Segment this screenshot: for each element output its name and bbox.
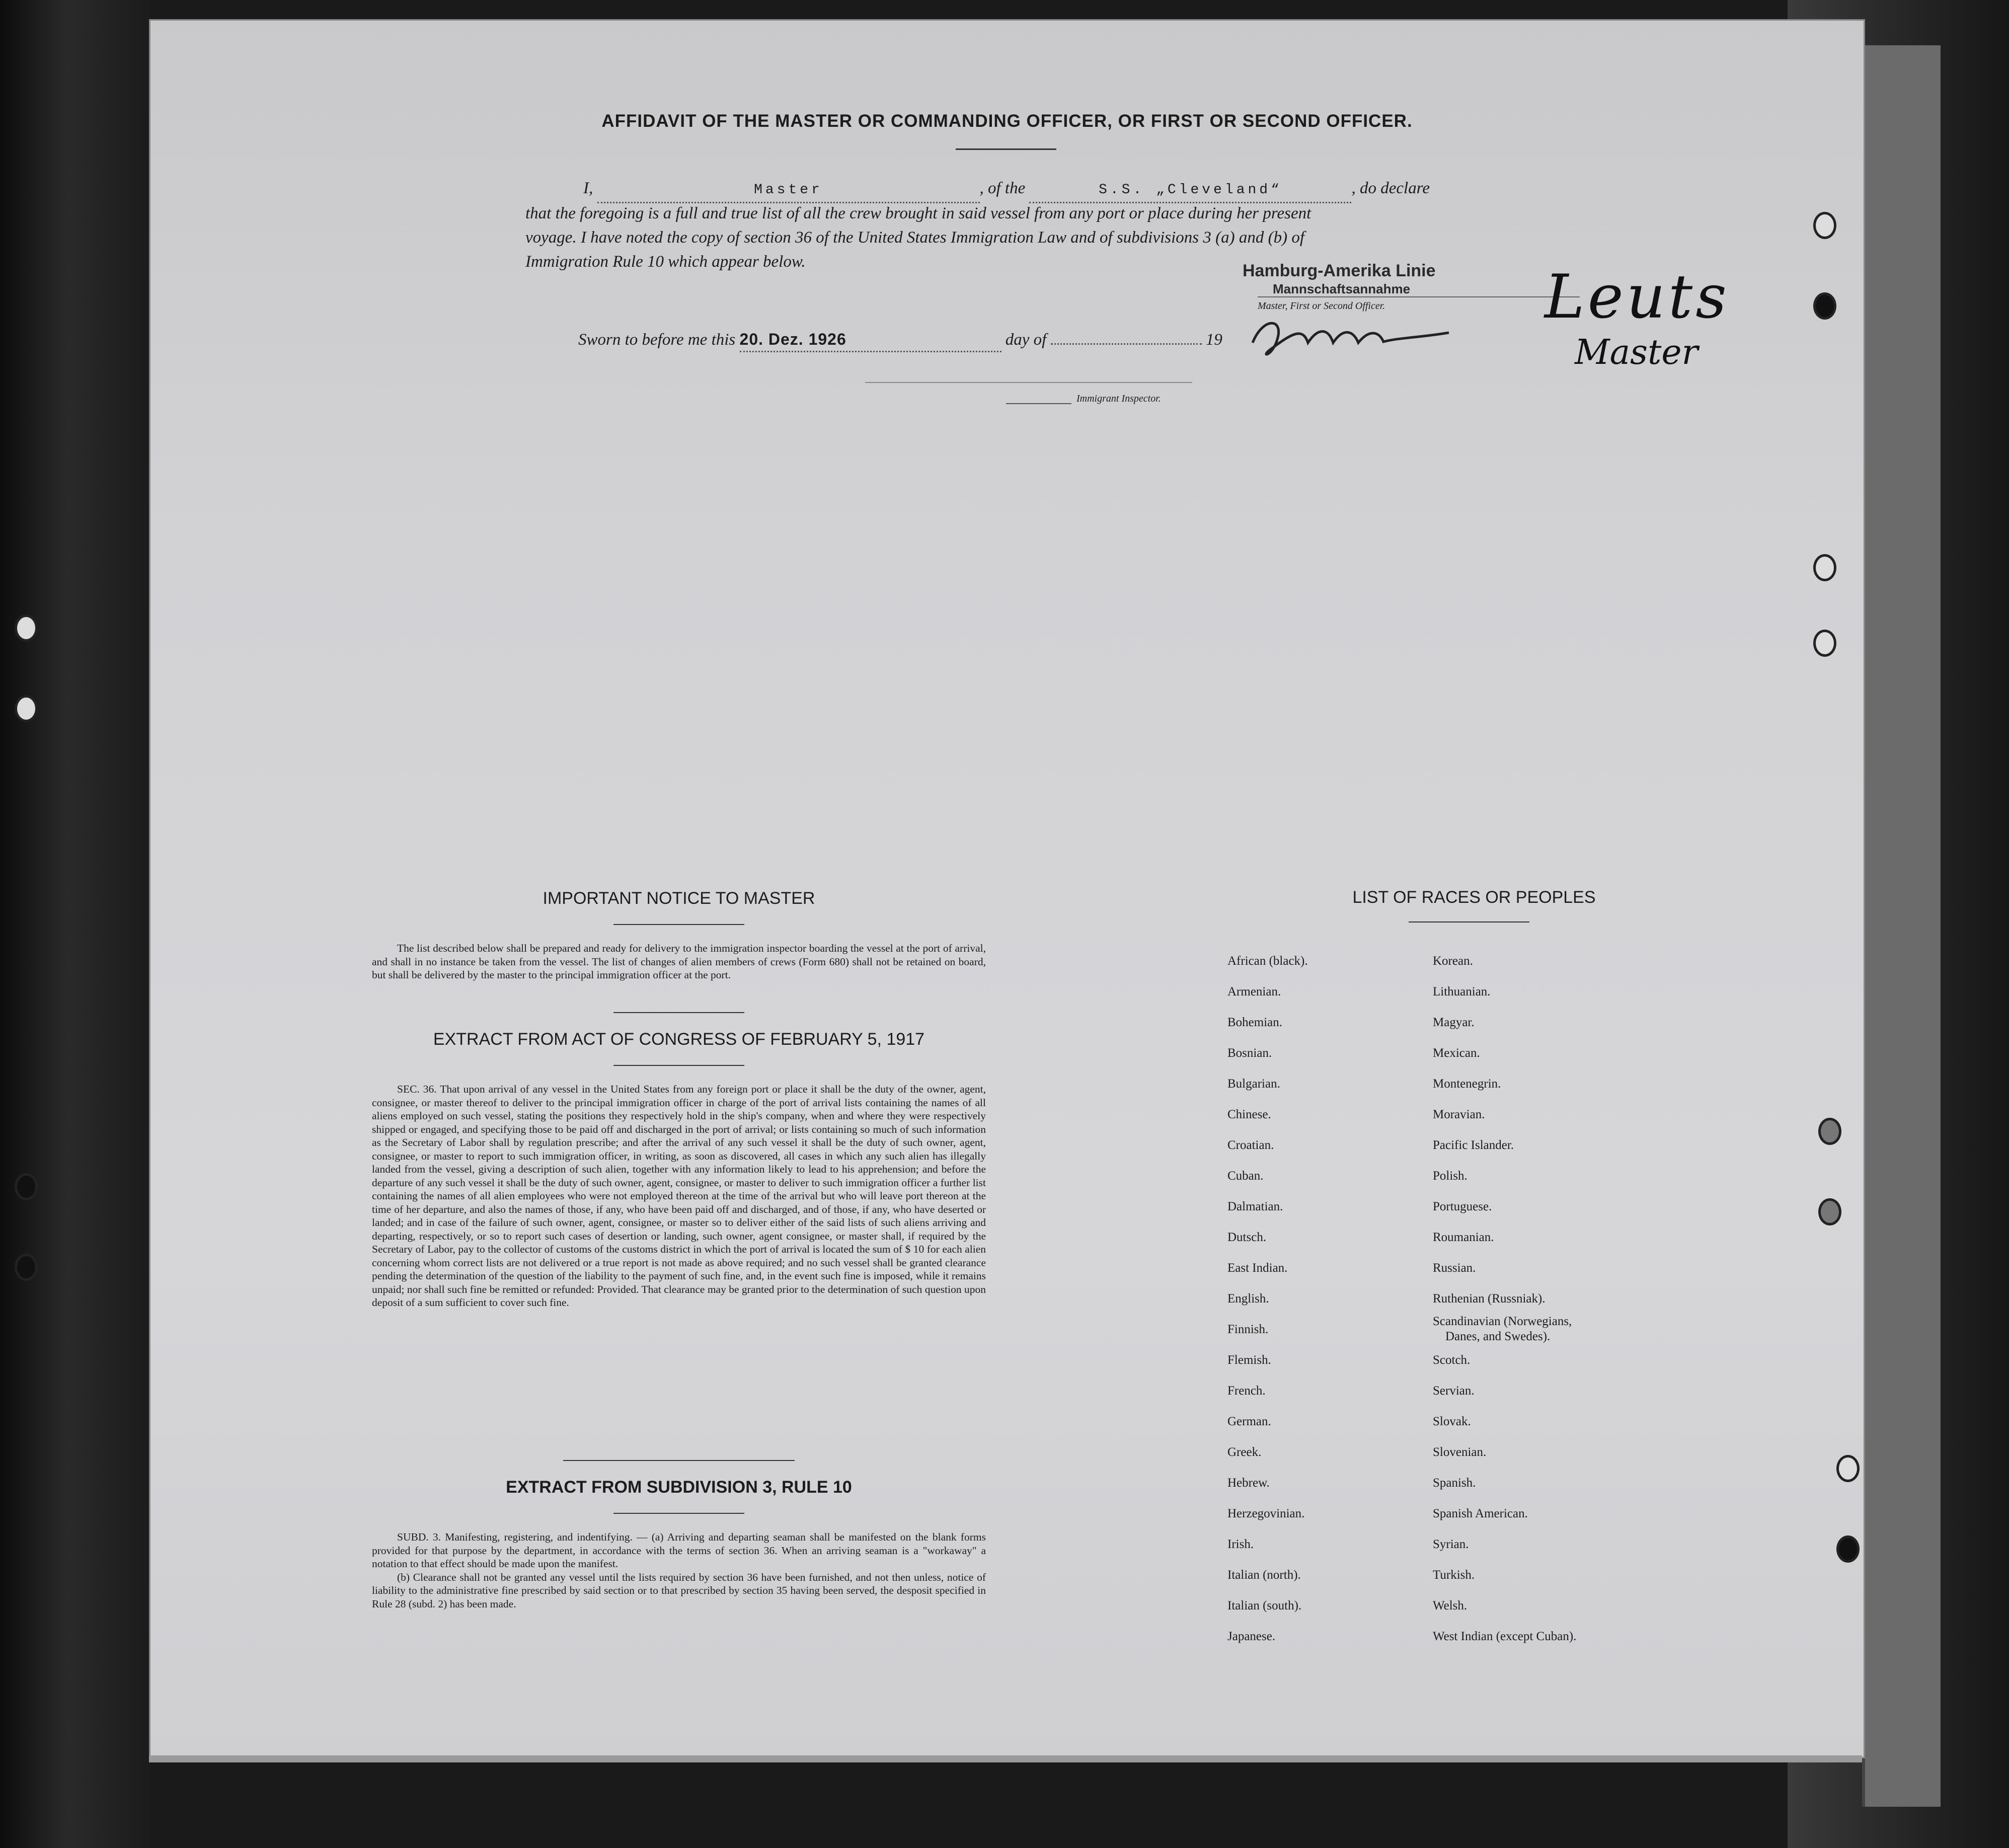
inspector-top-line [865, 382, 1192, 383]
punch-hole [1818, 1118, 1841, 1145]
race-item: Magyar. [1433, 1016, 1475, 1029]
sworn-line [578, 328, 1333, 352]
race-item: Lithuanian. [1433, 985, 1491, 998]
do-declare-label: , do declare [1351, 179, 1430, 197]
sworn-date-entry: 20. Dez. 1926 [740, 328, 1001, 352]
sheet-bottom-edge [149, 1755, 1862, 1762]
punch-hole [1813, 630, 1836, 657]
races-column-1 [1227, 946, 1308, 1652]
race-item: Armenian. [1227, 985, 1281, 998]
punch-hole [1836, 1535, 1860, 1563]
rule-extract-heading: EXTRACT FROM SUBDIVISION 3, RULE 10 [506, 1478, 852, 1497]
races-heading: LIST OF RACES OR PEOPLES [1352, 888, 1596, 907]
race-item: Bulgarian. [1227, 1077, 1280, 1091]
declaration-line-1 [583, 177, 1430, 203]
race-item: Mexican. [1433, 1046, 1480, 1060]
race-item: Hebrew. [1227, 1476, 1270, 1490]
act-rule-bottom [613, 1065, 744, 1066]
company-stamp-line-2: Mannschaftsannahme [1273, 281, 1411, 296]
rule-paragraph-b: (b) Clearance shall not be granted any vessel until the lists required by section 36 have been furnished, and not then unless, notice of liability to the administrative fine prescribed by said section or to that prescribed by section 35 having been served, the desposit specified in Rule 28 (subd. 2) has been made. [372, 1571, 986, 1610]
rule-extract-rule-bottom [613, 1513, 744, 1514]
month-blank [1051, 343, 1202, 345]
race-item: Flemish. [1227, 1353, 1271, 1367]
race-item: African (black). [1227, 954, 1308, 968]
race-item: Japanese. [1227, 1630, 1276, 1643]
race-item: Polish. [1433, 1169, 1467, 1183]
race-item: Dalmatian. [1227, 1200, 1283, 1213]
race-item: East Indian. [1227, 1261, 1288, 1275]
race-item-continuation: Danes, and Swedes). [1445, 1330, 1551, 1343]
race-item: Dutsch. [1227, 1230, 1267, 1244]
race-item: Korean. [1433, 954, 1473, 968]
document-sheet [149, 19, 1865, 1758]
race-item: Cuban. [1227, 1169, 1264, 1183]
rule-extract-rule-top [563, 1460, 795, 1461]
notice-heading: IMPORTANT NOTICE TO MASTER [543, 889, 815, 908]
inspector-caption: Immigrant Inspector. [1076, 393, 1161, 404]
act-rule-top [613, 1012, 744, 1013]
declaration-line-2: that the foregoing is a full and true list of all the crew brought in said vessel from any port or place during her present [525, 204, 1311, 222]
declaration-prefix: I, [583, 179, 593, 197]
act-text [372, 1083, 986, 1310]
race-item: Slovenian. [1433, 1445, 1487, 1459]
adjacent-page-fragment [0, 131, 161, 292]
punch-hole [1818, 1198, 1841, 1225]
notice-paragraph: The list described below shall be prepared and ready for delivery to the immigration inspector boarding the vessel at the port of arrival, and shall in no instance be taken from the vessel. The list of changes of alien members of crews (Form 680) shall not be retained on board, but shall be delivered by the master to the principal immigration officer at the port. [372, 942, 986, 981]
race-item: Slovak. [1433, 1415, 1471, 1428]
race-item: Russian. [1433, 1261, 1476, 1275]
race-item: Italian (north). [1227, 1568, 1301, 1582]
act-paragraph: SEC. 36. That upon arrival of any vessel in the United States from any foreign port or place it shall be the duty of the owner, agent, consignee, or master thereof to deliver to the principal immigration officer in charge of the port of arrival lists containing the names of all aliens employed on such vessel, stating the positions they respectively hold in the ship's company, when and where they were respectively shipped or engaged, and specifying those to be paid off and discharged in the port of arrival; or lists containing so much of such information as the Secretary of Labor shall by regulation prescribe; and after the arrival of any such vessel it shall be the duty of such owner, agent, consignee, or master to report to such immigration officer, in writing, as soon as discovered, all cases in which any such alien has illegally landed from the vessel, giving a description of such alien, together with any information likely to lead to his apprehension; and before the departure of any such vessel it shall be the duty of such owner, agent, consignee, or master to deliver to such immigration officer a further list containing the names of all alien employees who were not employed thereon at the time of the arrival but who will leave port thereon at the time of her departure, and also the names of those, if any, who have been paid off and discharged, and of those, if any, who have deserted or landed; and in case of the failure of such owner, agent, consignee, or master so to deliver either of the said lists of such aliens arriving and departing, respectively, or so to report such cases of desertion or landing, such owner, agent consignee, or master shall, if required by the Secretary of Labor, pay to the collector of customs of the customs district in which the port of arrival is located the sum of $ 10 for each alien concerning whom correct lists are not delivered or a true report is not made as above required; and no such vessel shall be granted clearance pending the determination of the question of the liability to the payment of such fine, and, in the event such fine is imposed, while it remains unpaid; nor shall such fine be remitted or refunded: Provided. That clearance may be granted prior to the determination of such question upon deposit of a sum sufficient to cover such fine. [372, 1083, 986, 1308]
officer-caption: Master, First or Second Officer. [1258, 300, 1385, 312]
race-item-scandinavian [1433, 1314, 1576, 1345]
notice-text [372, 942, 986, 982]
affidavit-title: AFFIDAVIT OF THE MASTER OR COMMANDING OFFICER, OR FIRST OR SECOND OFFICER. [601, 111, 1413, 131]
master-signature-title: Master [1575, 333, 1698, 372]
punch-hole [15, 1173, 38, 1200]
race-item: Pacific Islander. [1433, 1138, 1514, 1152]
race-item: Moravian. [1433, 1108, 1485, 1121]
of-the-label: , of the [979, 179, 1026, 197]
inspector-signature-line [1006, 403, 1071, 404]
races-column-2 [1433, 946, 1576, 1652]
race-item: Irish. [1227, 1537, 1254, 1551]
race-item: Ruthenian (Russniak). [1433, 1292, 1546, 1305]
race-item: Scotch. [1433, 1353, 1471, 1367]
race-item: Herzegovinian. [1227, 1507, 1305, 1520]
race-item: Chinese. [1227, 1108, 1271, 1121]
race-item: French. [1227, 1384, 1266, 1398]
race-item: Italian (south). [1227, 1599, 1302, 1612]
punch-hole [1836, 1455, 1860, 1482]
punch-hole [15, 1254, 38, 1281]
race-item: Croatian. [1227, 1138, 1274, 1152]
race-item: Bosnian. [1227, 1046, 1272, 1060]
notice-rule [613, 924, 744, 925]
rule-extract-text [372, 1530, 986, 1610]
race-item: Scandinavian (Norwegians, [1433, 1315, 1572, 1328]
officer-signature [1248, 307, 1459, 363]
race-item: Syrian. [1433, 1537, 1469, 1551]
race-item: Greek. [1227, 1445, 1262, 1459]
races-rule [1409, 921, 1529, 922]
race-item: Montenegrin. [1433, 1077, 1501, 1091]
race-item: Welsh. [1433, 1599, 1467, 1612]
day-of-label: day of [1005, 331, 1047, 349]
punch-hole [15, 614, 38, 642]
punch-hole [1813, 554, 1836, 581]
race-item: Spanish American. [1433, 1507, 1528, 1520]
race-item: Bohemian. [1227, 1016, 1283, 1029]
officer-signature-line [1258, 296, 1580, 297]
sworn-prefix: Sworn to before me this [578, 331, 736, 349]
race-item: Portuguese. [1433, 1200, 1492, 1213]
race-item: Finnish. [1227, 1323, 1269, 1336]
officer-entry: Master [597, 179, 980, 203]
punch-hole [1813, 212, 1836, 239]
race-item: Roumanian. [1433, 1230, 1494, 1244]
title-rule [956, 148, 1056, 150]
punch-hole [15, 695, 38, 722]
declaration-line-3: voyage. I have noted the copy of section 36 of the United States Immigration Law and of subdivisions 3 (a) and (b) of [525, 228, 1305, 247]
declaration-line-4: Immigration Rule 10 which appear below. [525, 253, 806, 271]
master-signature-name: Leuts [1544, 262, 1730, 332]
act-heading: EXTRACT FROM ACT OF CONGRESS OF FEBRUARY 5, 1917 [433, 1030, 925, 1049]
punch-hole [1813, 292, 1836, 320]
year-prefix: 19 [1205, 331, 1222, 349]
rule-paragraph-a: SUBD. 3. Manifesting, registering, and indentifying. — (a) Arriving and departing seaman shall be manifested on the blank forms provided for that purpose by the department, in accordance with the terms of section 36. When an arriving seaman is a "workaway" a notation to that effect should be made upon the manifest. [372, 1531, 986, 1570]
company-stamp-line-1: Hamburg-Amerika Linie [1243, 261, 1436, 280]
race-item: Servian. [1433, 1384, 1475, 1398]
race-item: West Indian (except Cuban). [1433, 1630, 1577, 1643]
race-item: Turkish. [1433, 1568, 1475, 1582]
race-item: Spanish. [1433, 1476, 1476, 1490]
underlying-page-edge [1862, 45, 1941, 1807]
vessel-entry: S.S. „Cleveland“ [1029, 179, 1351, 203]
race-item: German. [1227, 1415, 1271, 1428]
race-item: English. [1227, 1292, 1269, 1305]
